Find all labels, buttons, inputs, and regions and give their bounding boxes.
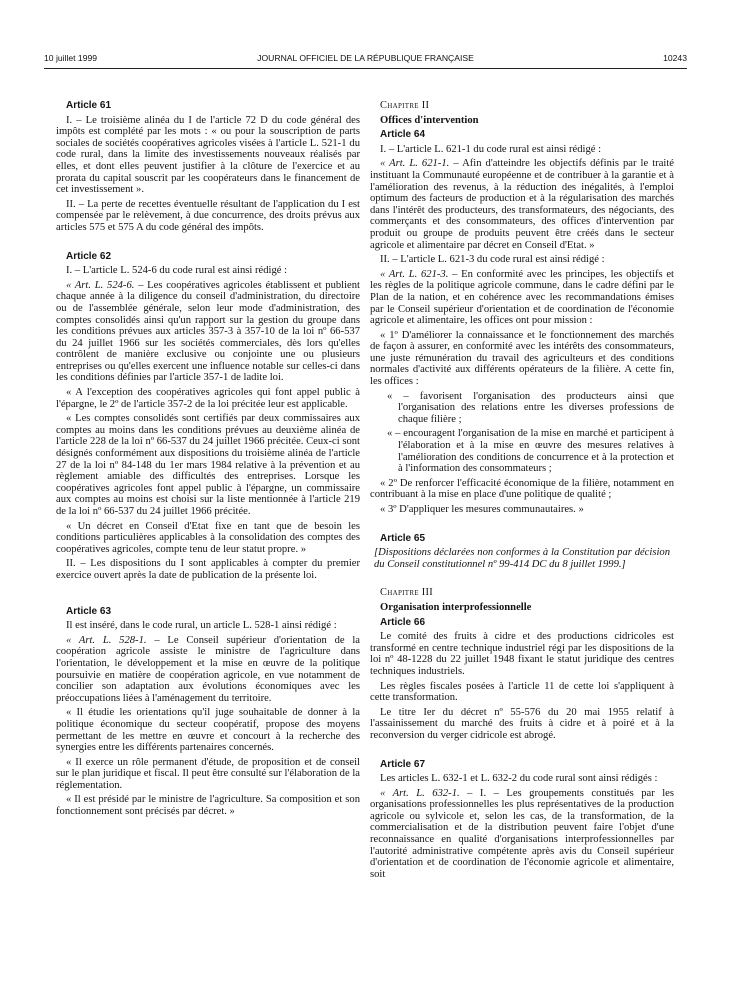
article-61-para: I. – Le troisième alinéa du I de l'article 72 D du code général des impôts est complété par les mots : « ou pour la souscription de parts sociales de sociétés coopératives agricoles visées à l'article L. 521-1 du code rural, dans la limite des investissements nouveaux réalisés par elles, et dont elles peuvent justifier à la clôture de l'exercice et au prorata du capital souscrit par les coopérateurs dans le financement de cet investissement ». (56, 114, 360, 196)
article-64-bullet: « – encouragent l'organisation de la mise en marché et participent à l'élaboration et à la mise en œuvre des mesures relatives à l'amélioration des conditions de concurrence et à la protection et à l'information des consommateurs ; (387, 428, 674, 475)
article-62-para: I. – L'article L. 524-6 du code rural est ainsi rédigé : (66, 265, 288, 277)
article-reference: « Art. L. 524-6. (66, 279, 135, 291)
article-64-para: « 3º D'appliquer les mesures communautaires. » (380, 504, 584, 515)
header-page-number: 10243 (663, 53, 687, 63)
article-reference: « Art. L. 528-1. (66, 634, 147, 646)
article-text: – En conformité avec les principes, les objectifs et les règles de la politique agricole commune, dans le cadre défini par le Plan de la nation, et en cohérence avec les recommandations émises par le Conseil supérieur d'orientation et de coordination de l'économie agricole et alimentaire, les offices ont pour mission : (370, 268, 674, 327)
article-64-para (370, 269, 674, 327)
article-67-para (370, 788, 674, 881)
article-reference: « Art. L. 621-3. (380, 268, 449, 280)
article-reference: « Art. L. 621-1. (380, 158, 450, 170)
article-62-para: « A l'exception des coopératives agricoles qui font appel public à l'épargne, le 2º de l'article 357-2 de la loi précitée leur est applicable. (56, 387, 360, 410)
article-text: – I. – Les groupements constitués par les organisations professionnelles les plus représentatives de la production agricole ou sylvicole et, selon les cas, de la transformation, de la commercialisation et de la distribution peuvent faire l'objet d'une reconnaissance en qualité d'organisations interprofessionnelles par l'autorité administrative compétente après avis du Conseil supérieur d'orientation et de coordination de l'économie agricole et alimentaire, soit (370, 787, 675, 880)
article-65-para: [Dispositions déclarées non conformes à la Constitution par décision du Conseil constitutionnel nº 99-414 DC du 8 juillet 1999.] (374, 547, 670, 570)
left-column (56, 100, 360, 821)
article-63-para: « Il étudie les orientations qu'il juge souhaitable de donner à la politique économique du secteur coopératif, propose des moyens permettant de les mettre en œuvre et concourt à la recherche des synergies entre les différents partenaires concernés. (56, 707, 360, 754)
article-64-para (370, 158, 674, 251)
article-text: – Le Conseil supérieur d'orientation de la coopération agricole assiste le ministre de l'agriculture dans l'orientation, le développement et la mise en œuvre de la politique poursuivie en matière de coopération agricole, en vue notamment de concilier son adaptation aux évolutions économiques avec les préoccupations liées à l'aménagement du territoire. (56, 634, 361, 704)
article-61-para: II. – La perte de recettes éventuelle résultant de l'application du I est compensée par le relèvement, à due concurrence, des droits prévus aux articles 575 et 575 A du code général des impôts. (56, 198, 360, 233)
chapter-2-title: Offices d'intervention (380, 114, 479, 126)
article-66-para: Le titre Ier du décret nº 55-576 du 20 mai 1955 relatif à l'assainissement du marché des fruits à cidre et à poiré et à la reconversion du verger cidricole est abrogé. (370, 706, 674, 741)
article-64-title: Article 64 (380, 129, 426, 141)
article-61-title: Article 61 (66, 100, 112, 111)
article-62-para: « Un décret en Conseil d'Etat fixe en tant que de besoin les conditions particulières applicables à la consolidation des comptes des coopératives agricoles, compte tenu de leur statut propre. » (56, 520, 360, 555)
page-header (44, 53, 687, 67)
article-63-para: Il est inséré, dans le code rural, un article L. 528-1 ainsi rédigé : (66, 620, 337, 632)
article-66-para: Les règles fiscales posées à l'article 11 de cette loi s'appliquent à cette transformation. (370, 680, 674, 704)
article-64-para: I. – L'article L. 621-1 du code rural est ainsi rédigé : (380, 143, 602, 155)
article-62-title: Article 62 (66, 250, 112, 262)
article-66-para: Le comité des fruits à cidre et des productions cidricoles est transformé en centre technique industriel régi par les dispositions de la loi nº 48-1228 du 22 juillet 1948 fixant le statut juridique des centres techniques industriels. (370, 631, 674, 677)
article-64-para: II. – L'article L. 621-3 du code rural est ainsi rédigé : (380, 254, 605, 266)
article-63-para (56, 635, 360, 705)
article-62-para: II. – Les dispositions du I sont applicables à compter du premier exercice ouvert après la date de publication de la présente loi. (56, 558, 360, 581)
chapter-2-label: Chapitre II (380, 100, 430, 111)
article-67-para: Les articles L. 632-1 et L. 632-2 du code rural sont ainsi rédigés : (380, 773, 658, 785)
article-66-title: Article 66 (380, 616, 426, 628)
header-journal-title: JOURNAL OFFICIEL DE LA RÉPUBLIQUE FRANÇAISE (257, 53, 474, 63)
chapter-3-title: Organisation interprofessionnelle (380, 601, 532, 613)
header-rule (44, 68, 687, 69)
article-62-para: « Les comptes consolidés sont certifiés par deux commissaires aux comptes au moins dans les conditions prévues au deuxième alinéa de l'article 228 de la loi nº 66-537 du 24 juillet 1966 précitée. Ceux-ci sont désignés conformément aux dispositions du troisième alinéa de l'article 27 de la loi nº 84-148 du 1er mars 1984 relative à la prévention et au règlement amiable des difficultés des entreprises. Lorsque les coopératives agricoles font appel public à l'épargne, un commissaire aux comptes au moins est choisi sur la liste mentionnée à l'article 219 de la loi nº 66-537 du 24 juillet 1966 précitée. (56, 413, 360, 517)
article-62-para (56, 280, 360, 384)
chapter-3-label: Chapitre III (380, 587, 434, 599)
article-64-para: « 1º D'améliorer la connaissance et le fonctionnement des marchés de façon à assurer, en conformité avec les intérêts des consommateurs, une juste rémunération du travail des agriculteurs et des conditions normales d'activité aux différents opérateurs de la filière. A cette fin, les offices : (370, 329, 674, 388)
article-64-para: « 2º De renforcer l'efficacité économique de la filière, notamment en contribuant à la mise en place d'une politique de qualité ; (370, 477, 674, 501)
article-67-title: Article 67 (380, 758, 426, 770)
article-65-title: Article 65 (380, 532, 426, 544)
article-reference: « Art. L. 632-1. (380, 787, 460, 799)
article-text: – Afin d'atteindre les objectifs définis par le traité instituant la Communauté européenne et de contribuer à la garantie et à l'amélioration des revenus, à la réduction des inégalités, à l'emploi optimum des facteurs de production et à la régularisation des marchés dans l'intérêt des producteurs, des transformateurs, des négociants, des commerçants et des consommateurs, des offices d'intervention par produit ou groupe de produits peuvent être créés dans le secteur agricole et alimentaire par décret en Conseil d'Etat. » (370, 158, 674, 251)
article-63-para: « Il exerce un rôle permanent d'étude, de proposition et de conseil sur le plan juridique et fiscal. Il peut être consulté sur l'élaboration de la réglementation. (56, 756, 360, 791)
header-date: 10 juillet 1999 (44, 53, 98, 63)
article-64-bullet: « – favorisent l'organisation des producteurs ainsi que l'organisation des relations entre les diverses professions de chaque filière ; (387, 390, 674, 425)
article-63-para: « Il est présidé par le ministre de l'agriculture. Sa composition et son fonctionnement sont précisés par décret. » (56, 794, 360, 818)
article-63-title: Article 63 (66, 605, 112, 617)
article-text: – Les coopératives agricoles établissent et publient chaque année à la diligence du conseil d'administration, du directoire ou de l'assemblée générale, selon leur mode d'administration, des comptes consolidés ainsi qu'un rapport sur la gestion du groupe dans les conditions prévues aux articles 357-3 à 357-10 de la loi nº 66-537 du 24 juillet 1966 sur les sociétés commerciales, dès lors qu'elles contrôlent de manière exclusive ou conjointe une ou plusieurs entreprises ou qu'elles exercent une influence notable sur celles-ci dans les conditions définies par l'article 357-1 de ladite loi. (56, 279, 361, 384)
right-column (370, 100, 674, 883)
